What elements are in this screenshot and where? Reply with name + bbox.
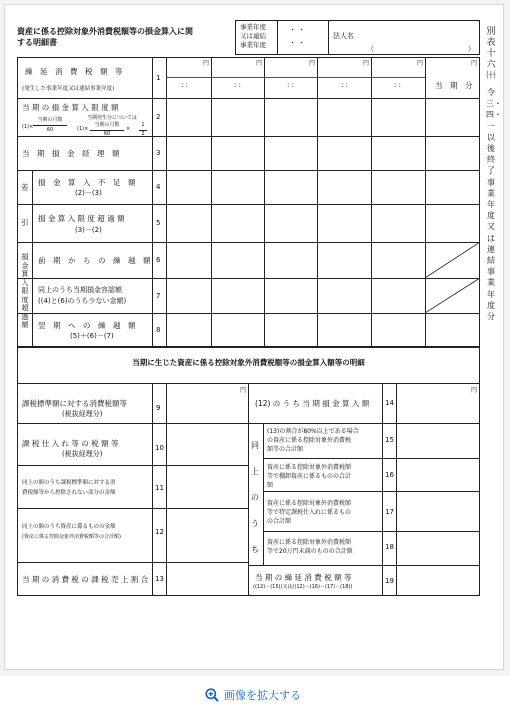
row5-label: 損 金 算 入 限 度 超 過 額 [38,214,125,223]
zoom-in-icon [205,688,219,702]
corp-name-label: 法人名 [333,32,354,40]
r17-label2: 等で特定課税仕入れに係るもの [267,509,352,516]
row0-current: 当 期 分 [435,81,473,90]
r10-no: 10 [155,444,164,452]
row0-dots-4: : : [341,81,348,89]
form-number-vertical: 別表十六㈩ [486,27,496,81]
r17-label: 資産に係る控除対象外消費税額 [267,500,352,507]
r15-label3: 額等の合計額 [267,446,304,453]
period-label-1: 事業年度 [240,23,266,31]
r13-label: 当 期 の 消 費 税 の 課 税 売 上 割 合 [22,575,149,584]
row2-formula-b-cond: 当期発生分については [87,115,137,121]
form-title-line1: 資産に係る控除対象外消費税額等の損金算入に関 [17,27,193,36]
row3-no: 3 [156,149,161,157]
r14-no: 14 [385,399,394,407]
section2-title: 当期に生じた資産に係る控除対象外消費税額等の損金算入額等の明細 [132,358,365,367]
row5-sub: (3)－(2) [75,226,102,234]
row0-label: 繰 延 消 費 税 額 等 [25,67,123,76]
unit-left: 円 [240,387,247,394]
row2-no: 2 [156,113,161,121]
r18-no: 18 [385,543,394,551]
r17-no: 17 [385,508,394,516]
tax-form-sheet [4,4,504,670]
period-dots-2: ・ ・ [289,39,306,47]
row7-label: 同上のうち当期損金容認額 [38,286,122,294]
row5-no: 5 [156,219,161,227]
row2-formula-a-num: 当期の月数 [33,116,67,126]
applicable-period-vertical: 令三・四・一以後終了事業年度又は連結事業年度分 [486,88,502,322]
r11-label: 同上の額のうち課税標準額に対する消 [22,480,116,486]
unit-col4: 円 [363,60,370,67]
r19-no: 19 [385,577,394,585]
r12-label: 同上の額のうち資産に係るものの金額 [22,524,116,530]
r18-label2: 等で20万円未満のものの合計額 [267,548,353,555]
r19-label: 当 期 の 繰 延 消 費 税 額 等 [255,573,352,582]
r15-no: 15 [385,436,394,444]
r9-label: 課税標準額に対する消費税額等 [22,399,127,408]
r16-label: 資産に係る控除対象外消費税額 [267,464,352,471]
r15-label2: の資産に係る控除対象外消費税 [267,437,352,444]
row0-dots-5: : : [394,81,401,89]
period-dots-1: ・ ・ [289,26,306,34]
r19-sub: ((12)－(15))又は((12)－(16)－(17)－(18)) [253,584,353,590]
r16-label2: 等で棚卸資産に係るものの合計 [267,473,352,480]
r15-label: (13)の割合が80%以上である場合 [267,428,359,435]
unit-col1: 円 [203,60,210,67]
row2-formula-b: (1)× [77,126,89,132]
header-box [235,20,480,55]
period-label-3: 事業年度 [240,41,266,49]
r18-label: 資産に係る控除対象外消費税額 [267,539,352,546]
r9-sub: (税抜経理分) [62,410,103,418]
row2-formula-half-den: 2 [141,131,145,137]
unit-right: 円 [471,387,478,394]
unit-col3: 円 [309,60,316,67]
r10-sub: (税抜経理分) [62,450,103,458]
unit-col2: 円 [256,60,263,67]
r17-label3: の合計額 [267,518,292,525]
period-label-2: 又は連結 [240,32,266,40]
r9-no: 9 [156,404,161,412]
row4-no: 4 [156,183,161,191]
row7-sub: ((4)と(6)のうち少ない金額) [38,297,127,305]
unit-col5: 円 [417,60,424,67]
form-title-line2: する明細書 [17,38,57,47]
row2-formula-b-num: 当期の月数 [90,121,124,131]
row2-formula-a: (1)× [22,124,34,130]
r11-no: 11 [155,484,164,492]
row6-no: 6 [156,256,161,264]
row4-sub: (2)－(3) [75,189,102,197]
r12-no: 12 [155,528,164,536]
row8-label: 翌 期 へ の 繰 越 額 [38,321,136,330]
unit-col6: 円 [471,60,478,67]
row8-sub: (5)＋(6)－(7) [70,332,114,340]
row0-sub: (発生した事業年度又は連結事業年度) [22,86,115,92]
strike-diagonal [425,242,480,313]
r16-no: 16 [385,471,394,479]
side-sa: 差 [21,183,29,192]
side-excess-vertical: 損金算入限度超過額 [21,253,29,329]
corp-paren-open: （ [367,45,374,53]
row0-dots-2: : : [234,81,241,89]
row4-label: 損 金 算 入 不 足 額 [38,178,136,187]
row6-label: 前 期 か ら の 繰 越 額 [38,256,151,265]
r16-label3: 額 [267,482,274,489]
row2-formula-half-num: 1 [139,121,147,131]
row3-label: 当 期 損 金 経 理 額 [22,149,120,158]
corp-paren-close: ） [468,45,475,53]
row1-no: 1 [156,74,161,82]
r14-label: (12) の う ち 当 期 損 金 算 入 額 [255,399,370,408]
side-hiki: 引 [21,218,29,227]
row0-dots-3: : : [287,81,294,89]
r12-label2: (資産に係る控除対象外消費税額等の合計額) [22,534,121,540]
zoom-image-link[interactable] [205,688,301,702]
side-doujou-vertical: 同上のうち [251,441,259,554]
r11-label2: 費税額等から控除されない部分の金額 [22,490,116,496]
row2-formula-b-den: 60 [103,131,111,137]
row2-formula-a-den: 60 [46,127,54,133]
r10-label: 課 税 仕 入 れ 等 の 税 額 等 [22,439,119,448]
row8-no: 8 [156,326,161,334]
zoom-label: 画像を拡大する [224,688,301,702]
row2-label: 当 期 の 損 金 算 入 限 度 額 [22,103,119,112]
r13-no: 13 [155,575,164,583]
row2-formula-times: × [126,126,131,132]
row0-dots-1: : : [181,81,188,89]
row7-no: 7 [156,292,161,300]
